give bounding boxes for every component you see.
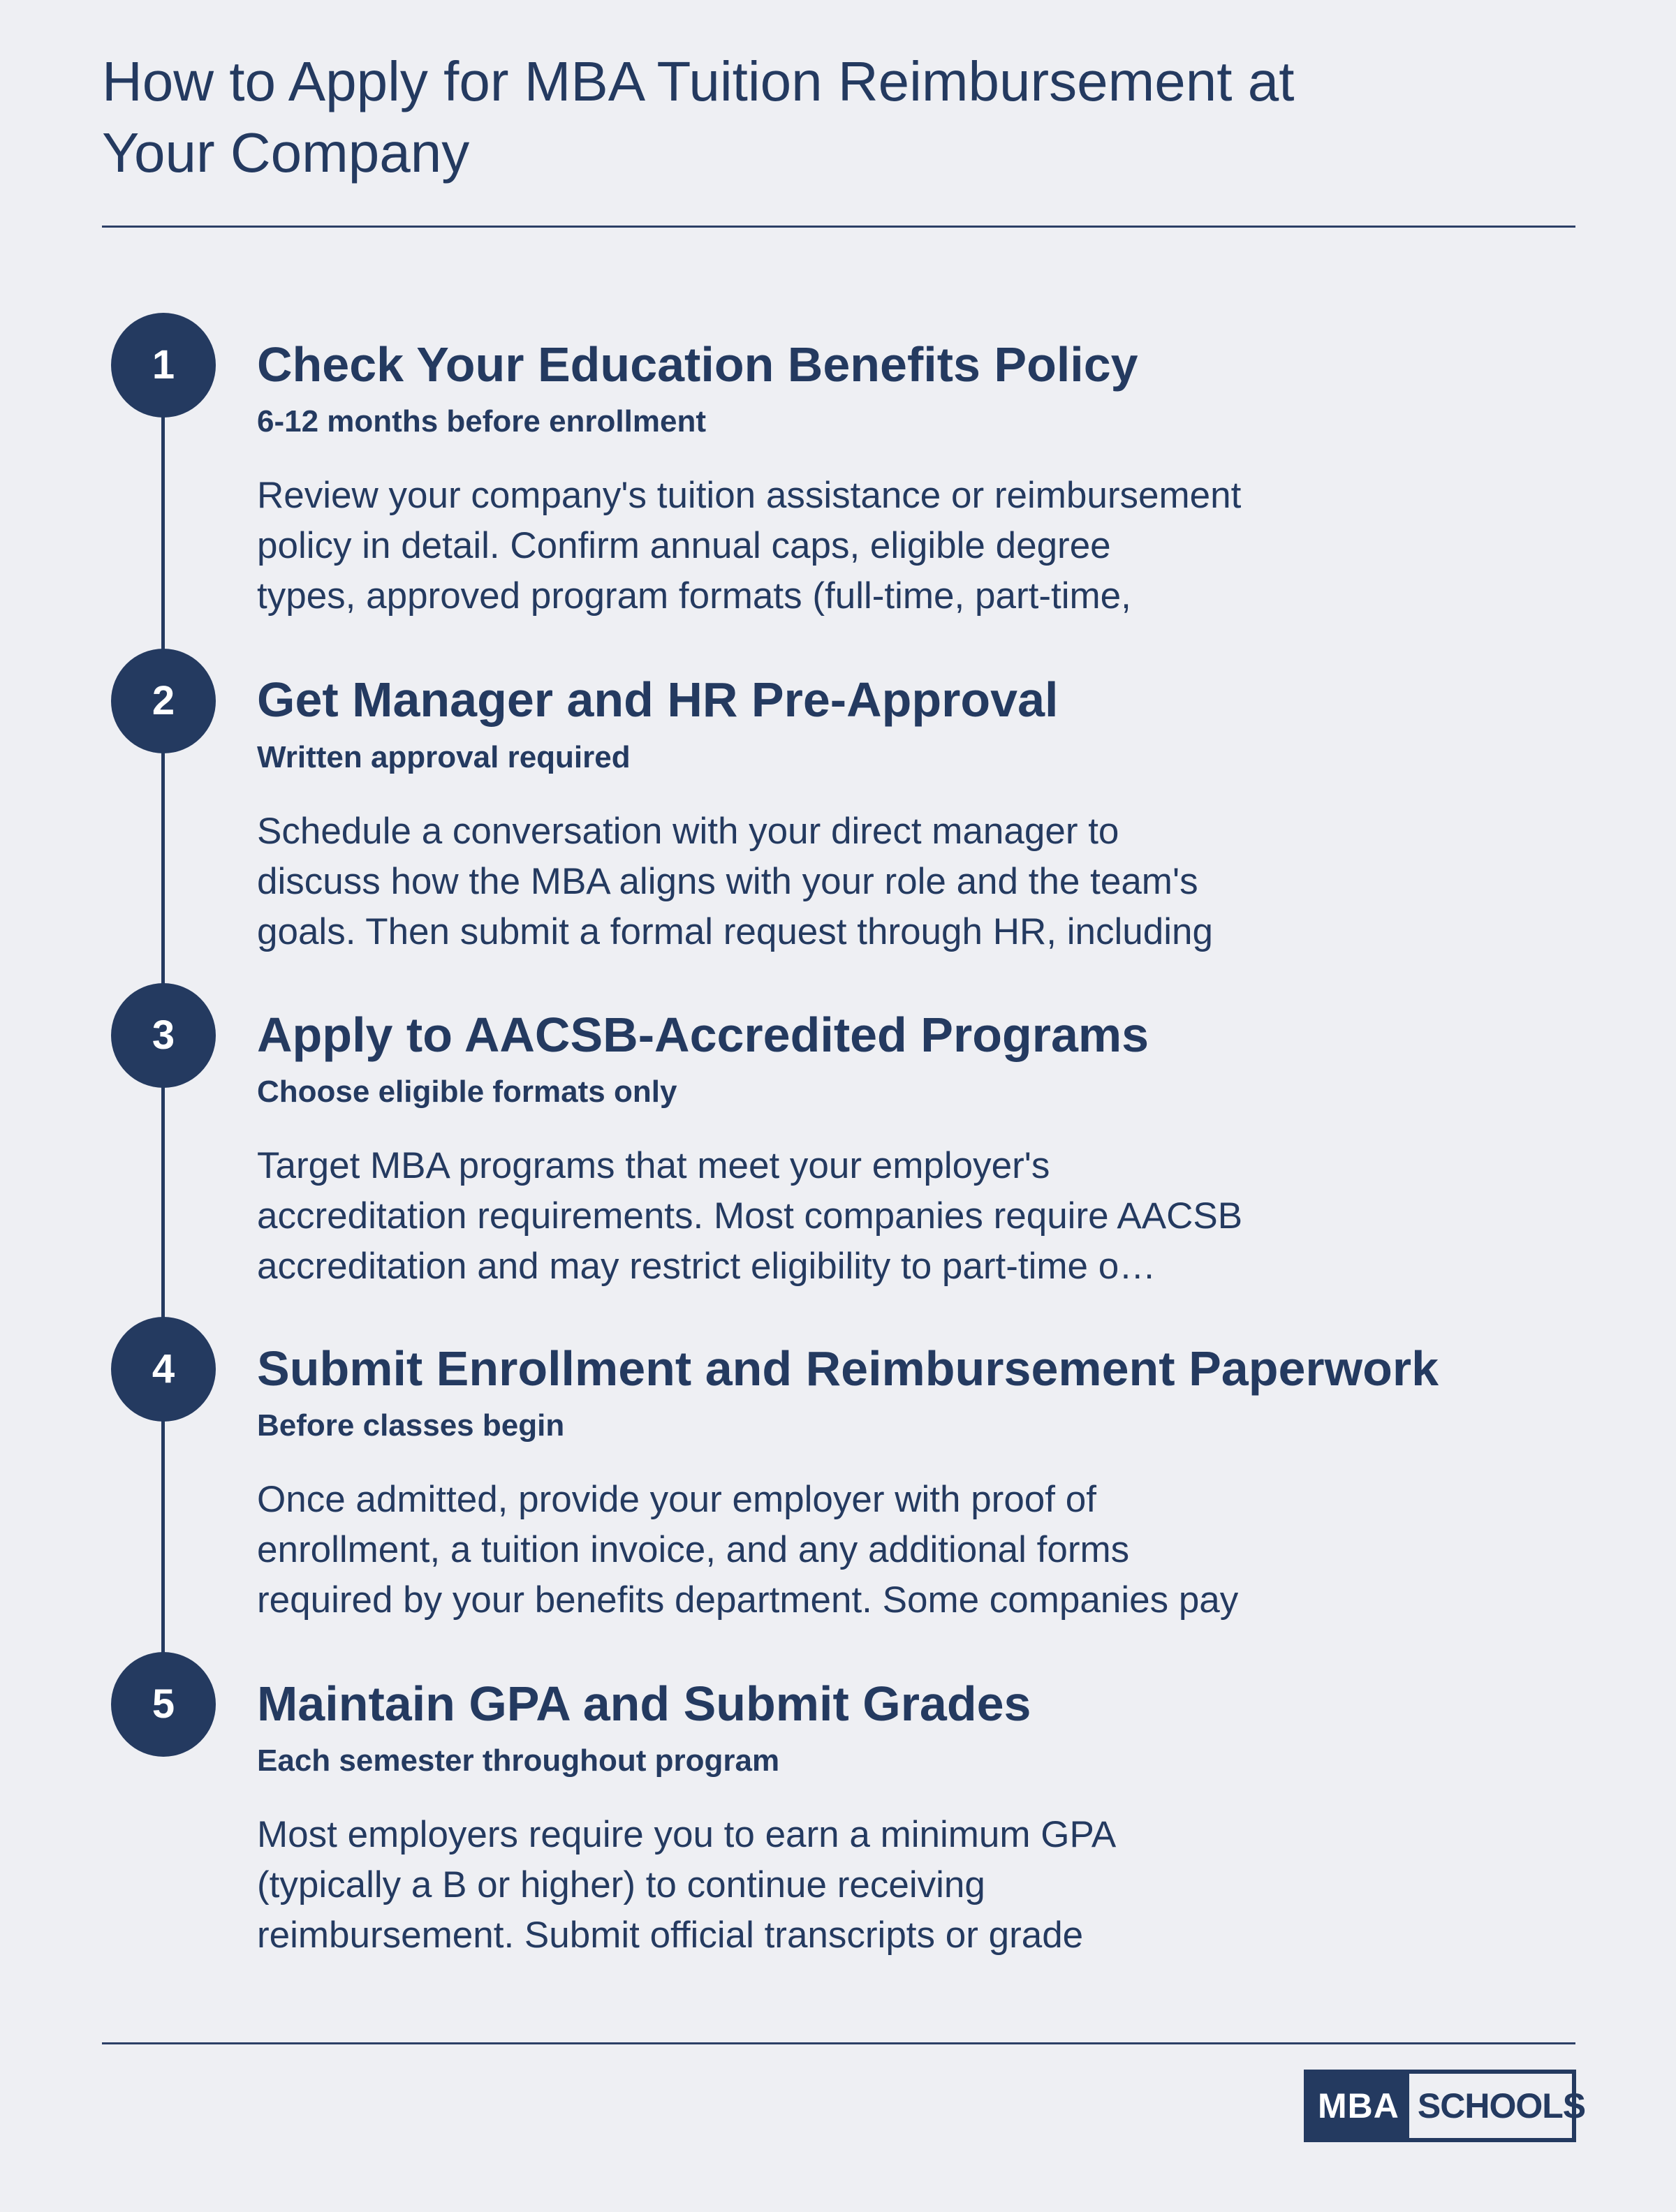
step-number-badge: 3 [111,983,216,1088]
step-description-line: Most employers require you to earn a minimum GPA [257,1814,1117,1855]
logo-schools-text: SCHOOLS [1417,2086,1586,2125]
step-heading: Apply to AACSB-Accredited Programs [257,1008,1149,1062]
step-timing: Before classes begin [257,1408,565,1443]
step-description-line: Schedule a conversation with your direct manager to [257,811,1119,852]
step-description-line: Target MBA programs that meet your employer's [257,1145,1050,1186]
step-description [257,1475,1360,1625]
step-description [257,1141,1360,1292]
step-description-line: reimbursement. Submit official transcripts or grade [257,1915,1084,1956]
step-heading: Check Your Education Benefits Policy [257,337,1138,392]
step-timing: Choose eligible formats only [257,1075,677,1109]
step-description-line: Once admitted, provide your employer with proof of [257,1479,1096,1520]
step-timing: 6-12 months before enrollment [257,404,707,438]
step-description-line: required by your benefits department. Some companies pay [257,1579,1239,1621]
step-timing: Each semester throughout program [257,1743,780,1778]
step-description-line: types, approved program formats (full-time, part-time, [257,575,1131,617]
step-description-line: discuss how the MBA aligns with your role and the team's [257,861,1198,902]
step-heading: Submit Enrollment and Reimbursement Paperwork [257,1341,1439,1396]
step-description-line: goals. Then submit a formal request through HR, including [257,911,1213,952]
step-heading: Maintain GPA and Submit Grades [257,1676,1031,1731]
step-description [257,471,1360,621]
step-number-badge: 2 [111,649,216,753]
step-description-line: policy in detail. Confirm annual caps, eligible degree [257,525,1111,566]
mba-schools-logo [1304,2070,1586,2142]
step-description-line: enrollment, a tuition invoice, and any additional forms [257,1529,1130,1570]
step-description-line: (typically a B or higher) to continue receiving [257,1864,985,1905]
step-number-badge: 1 [111,313,216,418]
step-description-line: Review your company's tuition assistance or reimbursement [257,475,1242,516]
step-description-line: accreditation and may restrict eligibility to part-time o… [257,1246,1156,1287]
logo-mba-text: MBA [1308,2074,1409,2138]
step-number-badge: 4 [111,1317,216,1422]
header-divider [102,226,1575,228]
footer-divider [102,2042,1575,2044]
page-title-line-2: Your Company [102,121,470,184]
step-heading: Get Manager and HR Pre-Approval [257,672,1059,727]
page-title-line-1: How to Apply for MBA Tuition Reimbursement at [102,50,1295,112]
step-description-line: accreditation requirements. Most companies require AACSB [257,1195,1243,1237]
step-timing: Written approval required [257,740,631,774]
step-number-badge: 5 [111,1652,216,1757]
page-title [102,46,1429,189]
step-description [257,1810,1360,1961]
step-description [257,806,1360,957]
